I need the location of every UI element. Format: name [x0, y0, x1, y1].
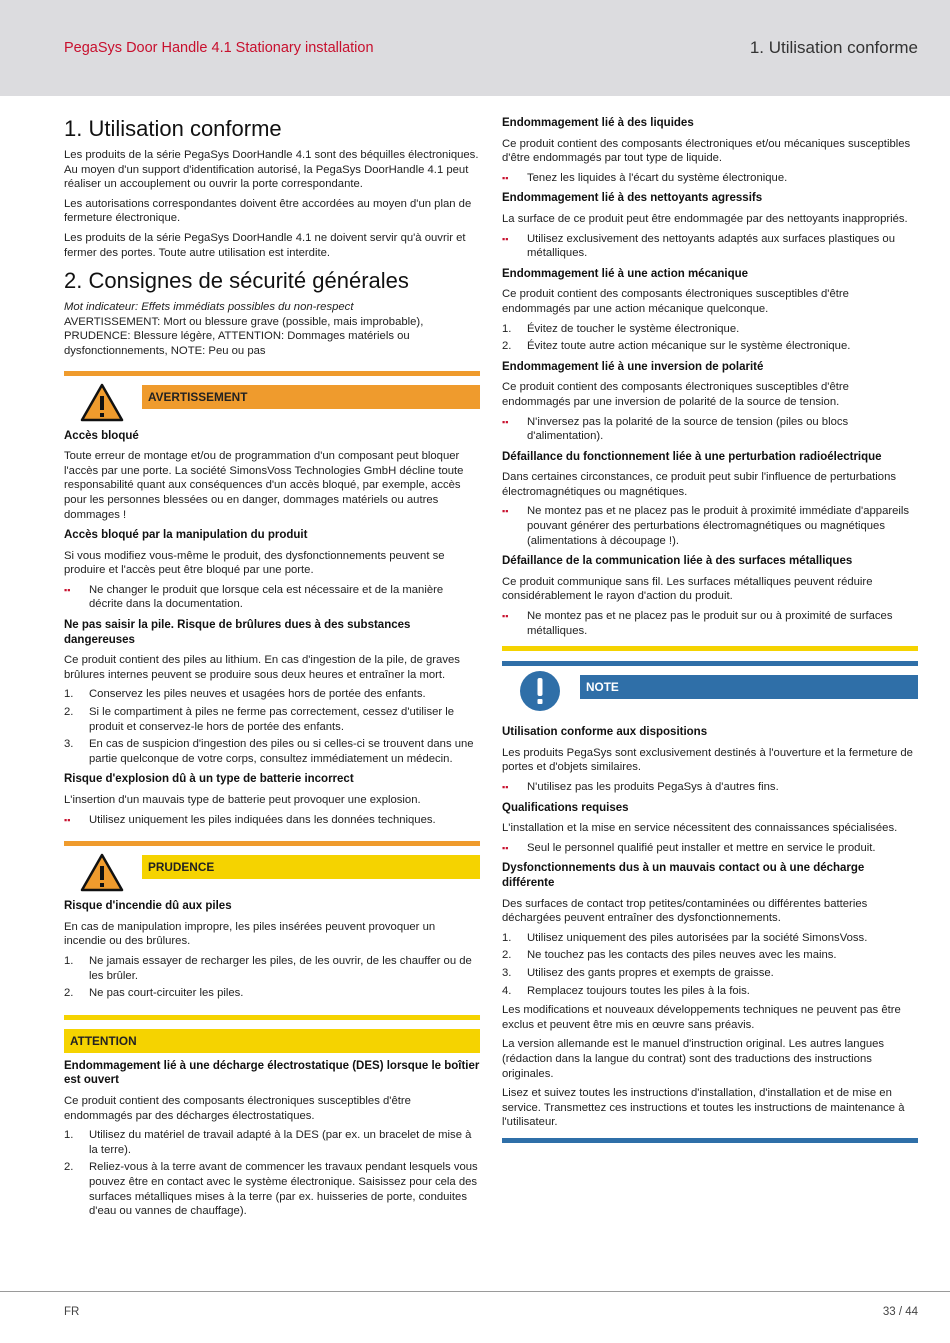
- attention-notice: [64, 1015, 480, 1053]
- numbered-list: [502, 931, 918, 998]
- notice-label: ATTENTION: [64, 1029, 480, 1053]
- numbered-list: [64, 954, 480, 1001]
- page-header: [0, 0, 950, 96]
- numbered-list: [64, 687, 480, 766]
- list-item: 2. Évitez toute autre action mécanique sur le système électronique.: [502, 340, 851, 353]
- list-item: 1. Conservez les piles neuves et usagées hors de portée des enfants.: [64, 688, 426, 701]
- bullet-icon: ▪▪: [502, 842, 509, 853]
- notice-subtitle: Ne pas saisir la pile. Risque de brûlures dues à des substances dangereuses: [64, 619, 411, 646]
- warning-triangle-icon: [80, 383, 124, 423]
- paragraph: Des surfaces de contact trop petites/contaminées ou différentes batteries déchargées peuvent entraîner des dysfonctionnements.: [502, 897, 868, 925]
- right-column: [502, 114, 918, 1143]
- notice-subtitle: Endommagement lié à des nettoyants agressifs: [502, 192, 763, 205]
- notice-subtitle: Risque d'incendie dû aux piles: [64, 900, 232, 913]
- caution-notice: [64, 841, 480, 893]
- section-end-bar: [502, 646, 918, 651]
- notice-subtitle: Endommagement lié à une inversion de polarité: [502, 360, 764, 373]
- list-item: 1. Utilisez du matériel de travail adapté à la DES (par ex. un bracelet de mise à la terre).: [64, 1129, 472, 1156]
- paragraph: Les produits de la série PegaSys DoorHandle 4.1 ne doivent servir qu'à ouvrir et fermer des portes. Toute autre utilisation est interdite.: [64, 231, 466, 259]
- left-column: [64, 114, 480, 1224]
- paragraph: Les produits PegaSys sont exclusivement destinés à l'ouverture et la fermeture de portes et d'objets similaires.: [502, 746, 913, 774]
- notice-bar: [64, 371, 480, 376]
- paragraph: Ce produit contient des composants électroniques susceptibles d'être endommagés par des décharges électrostatiques.: [64, 1094, 411, 1122]
- notice-label: PRUDENCE: [142, 855, 480, 879]
- bullet-icon: ▪▪: [64, 814, 71, 825]
- doc-title: PegaSys Door Handle 4.1 Stationary installation: [64, 40, 374, 56]
- notice-subtitle: Défaillance de la communication liée à des surfaces métalliques: [502, 555, 853, 568]
- paragraph: Si vous modifiez vous-même le produit, des dysfonctionnements peuvent se produire et l'accès peut être bloqué par une porte.: [64, 549, 445, 577]
- list-item: ▪▪ Ne montez pas et ne placez pas le produit à proximité immédiate d'appareils pouvant générer des perturbations électromagnétiques ou magnétiques (alimentations à découpage !).: [502, 505, 910, 547]
- list-item: 1. Évitez de toucher le système électronique.: [502, 322, 740, 335]
- notice-subtitle: Accès bloqué: [64, 429, 139, 442]
- signal-word-legend: AVERTISSEMENT: Mort ou blessure grave (possible, mais improbable), PRUDENCE: Blessure légère, ATTENTION: Dommages matériels ou dysfonctionnements, NOTE: Peu ou pas: [64, 315, 424, 357]
- list-item: ▪▪ Ne changer le produit que lorsque cela est nécessaire et de la manière décrite dans la documentation.: [64, 583, 444, 611]
- notice-subtitle: Endommagement lié à une décharge électrostatique (DES) lorsque le boîtier est ouvert: [64, 1059, 480, 1087]
- notice-bar: [64, 1015, 480, 1020]
- info-exclamation-icon: [518, 669, 562, 713]
- list-item: 1. Ne jamais essayer de recharger les piles, de les ouvrir, de les chauffer ou de les brûler.: [64, 954, 472, 982]
- signal-word-legend-title: Mot indicateur: Effets immédiats possibles du non-respect: [64, 301, 354, 314]
- bullet-icon: ▪▪: [502, 782, 509, 792]
- list-item: 2. Reliez-vous à la terre avant de commencer les travaux pendant lesquels vous pouvez être en contact avec le système électronique. Saisissez pour cela des surfaces métalliques mises à la terre (par ex. huisseries de porte, conduites d'eau ou vannes de chauffage).: [64, 1161, 478, 1218]
- list-item: ▪▪ Ne montez pas et ne placez pas le produit sur ou à proximité de surfaces métalliques.: [502, 610, 893, 637]
- paragraph: Les produits de la série PegaSys DoorHandle 4.1 sont des béquilles électroniques. Au moyen d'un support d'identification autorisé, la PegaSys DoorHandle 4.1 peut réaliser un accouplement ou ouvrir la porte correspondante.: [64, 149, 479, 191]
- section-heading-2: 2. Consignes de sécurité générales: [64, 268, 409, 294]
- notice-subtitle: Utilisation conforme aux dispositions: [502, 726, 708, 739]
- bullet-icon: ▪▪: [64, 584, 71, 595]
- bullet-list: [502, 232, 918, 261]
- paragraph: Ce produit contient des piles au lithium. En cas d'ingestion de la pile, de graves brûlures internes peuvent se produire sous deux heures et entraîner la mort.: [64, 654, 460, 681]
- bullet-list: [502, 841, 918, 856]
- list-item: 3. En cas de suspicion d'ingestion des piles ou si celles-ci se trouvent dans une partie quelconque de votre corps, consultez immédiatement un médecin.: [64, 738, 474, 765]
- paragraph: Lisez et suivez toutes les instructions d'installation, d'installation et de mise en service. Transmettez ces instructions et toutes les instructions de maintenance à l'utilisateur.: [502, 1087, 905, 1129]
- list-item: ▪▪ Seul le personnel qualifié peut installer et mettre en service le produit.: [502, 841, 876, 854]
- bullet-list: [502, 504, 918, 548]
- note-notice: [502, 661, 918, 719]
- paragraph: L'insertion d'un mauvais type de batterie peut provoquer une explosion.: [64, 794, 421, 806]
- bullet-list: [502, 609, 918, 638]
- caution-triangle-icon: [80, 853, 124, 893]
- list-item: ▪▪ Utilisez exclusivement des nettoyants adaptés aux surfaces plastiques ou métalliques.: [502, 232, 895, 260]
- notice-label: AVERTISSEMENT: [142, 385, 480, 409]
- warning-notice: [64, 371, 480, 423]
- list-item: ▪▪ Utilisez uniquement les piles indiquées dans les données techniques.: [64, 813, 436, 826]
- chapter-title: 1. Utilisation conforme: [749, 38, 918, 57]
- bullet-icon: ▪▪: [502, 172, 509, 183]
- paragraph: Ce produit contient des composants électroniques et/ou mécaniques susceptibles d'être endommagés par tout type de liquide.: [502, 137, 911, 165]
- numbered-list: [502, 322, 918, 354]
- list-item: 1. Utilisez uniquement des piles autorisées par la société SimonsVoss.: [502, 931, 868, 944]
- list-item: 3. Utilisez des gants propres et exempts de graisse.: [502, 966, 774, 979]
- page-number: 33 / 44: [882, 1306, 918, 1318]
- paragraph: La surface de ce produit peut être endommagée par des nettoyants inappropriés.: [502, 212, 908, 225]
- bullet-list: [502, 171, 918, 186]
- paragraph: Dans certaines circonstances, ce produit peut subir l'influence de perturbations électromagnétiques ou magnétiques.: [502, 471, 897, 498]
- list-item: 2. Ne pas court-circuiter les piles.: [64, 987, 244, 1000]
- bullet-list: [64, 583, 480, 612]
- bullet-icon: ▪▪: [502, 233, 509, 244]
- list-item: ▪▪ N'utilisez pas les produits PegaSys à d'autres fins.: [502, 781, 779, 793]
- notice-subtitle: Risque d'explosion dû à un type de batterie incorrect: [64, 773, 354, 786]
- notice-subtitle: Endommagement lié à une action mécanique: [502, 267, 749, 280]
- bullet-icon: ▪▪: [502, 416, 509, 427]
- bullet-list: [64, 813, 480, 828]
- list-item: 2. Si le compartiment à piles ne ferme pas correctement, cessez d'utiliser le produit et conservez-le hors de portée des enfants.: [64, 706, 455, 733]
- paragraph: Toute erreur de montage et/ou de programmation d'un composant peut bloquer l'accès par une porte. La société SimonsVoss Technologies GmbH décline toute responsabilité quant aux conséquences d'un accès bloqué, par exemple, accès pour les personnes blessées ou en danger, dommages matériels ou autres dommages !: [64, 450, 464, 521]
- bullet-icon: ▪▪: [502, 506, 509, 517]
- footer-divider: [0, 1291, 950, 1292]
- numbered-list: [64, 1128, 480, 1219]
- notice-subtitle: Endommagement lié à des liquides: [502, 117, 694, 129]
- notice-subtitle: Défaillance du fonctionnement liée à une perturbation radioélectrique: [502, 450, 882, 463]
- section-end-bar: [502, 1138, 918, 1143]
- paragraph: Ce produit communique sans fil. Les surfaces métalliques peuvent réduire considérablement le rayon d'action du produit.: [502, 575, 873, 603]
- paragraph: Les autorisations correspondantes doivent être accordées au moyen d'un plan de fermeture électronique.: [64, 197, 472, 225]
- footer-language: FR: [64, 1306, 80, 1318]
- notice-subtitle: Qualifications requises: [502, 801, 629, 814]
- paragraph: La version allemande est le manuel d'instruction original. Les autres langues (rédaction dans la langue du contrat) sont des traductions des instructions originales.: [502, 1038, 885, 1080]
- list-item: 2. Ne touchez pas les contacts des piles neuves avec les mains.: [502, 949, 837, 962]
- notice-subtitle: Dysfonctionnements dus à un mauvais contact ou à une décharge différente: [502, 862, 865, 889]
- notice-label: NOTE: [580, 675, 918, 699]
- section-heading-1: 1. Utilisation conforme: [64, 116, 282, 141]
- paragraph: Ce produit contient des composants électroniques susceptibles d'être endommagés par une inversion de polarité de la source de tension.: [502, 381, 849, 408]
- bullet-list: [502, 415, 918, 444]
- list-item: ▪▪ Tenez les liquides à l'écart du système électronique.: [502, 171, 788, 184]
- bullet-list: [502, 780, 918, 795]
- paragraph: En cas de manipulation impropre, les piles insérées peuvent provoquer un incendie ou des brûlures.: [64, 920, 436, 948]
- list-item: 4. Remplacez toujours toutes les piles à la fois.: [502, 984, 750, 997]
- paragraph: Les modifications et nouveaux développements techniques ne peuvent pas être exclus et peuvent être mis en œuvre sans préavis.: [502, 1004, 901, 1031]
- notice-bar: [64, 841, 480, 846]
- notice-subtitle: Accès bloqué par la manipulation du produit: [64, 529, 308, 542]
- list-item: ▪▪ N'inversez pas la polarité de la source de tension (piles ou blocs d'alimentation).: [502, 415, 849, 443]
- paragraph: L'installation et la mise en service nécessitent des connaissances spécialisées.: [502, 822, 898, 835]
- paragraph: Ce produit contient des composants électroniques susceptibles d'être endommagés par une action mécanique quelconque.: [502, 288, 849, 315]
- bullet-icon: ▪▪: [502, 611, 509, 622]
- notice-bar: [502, 661, 918, 666]
